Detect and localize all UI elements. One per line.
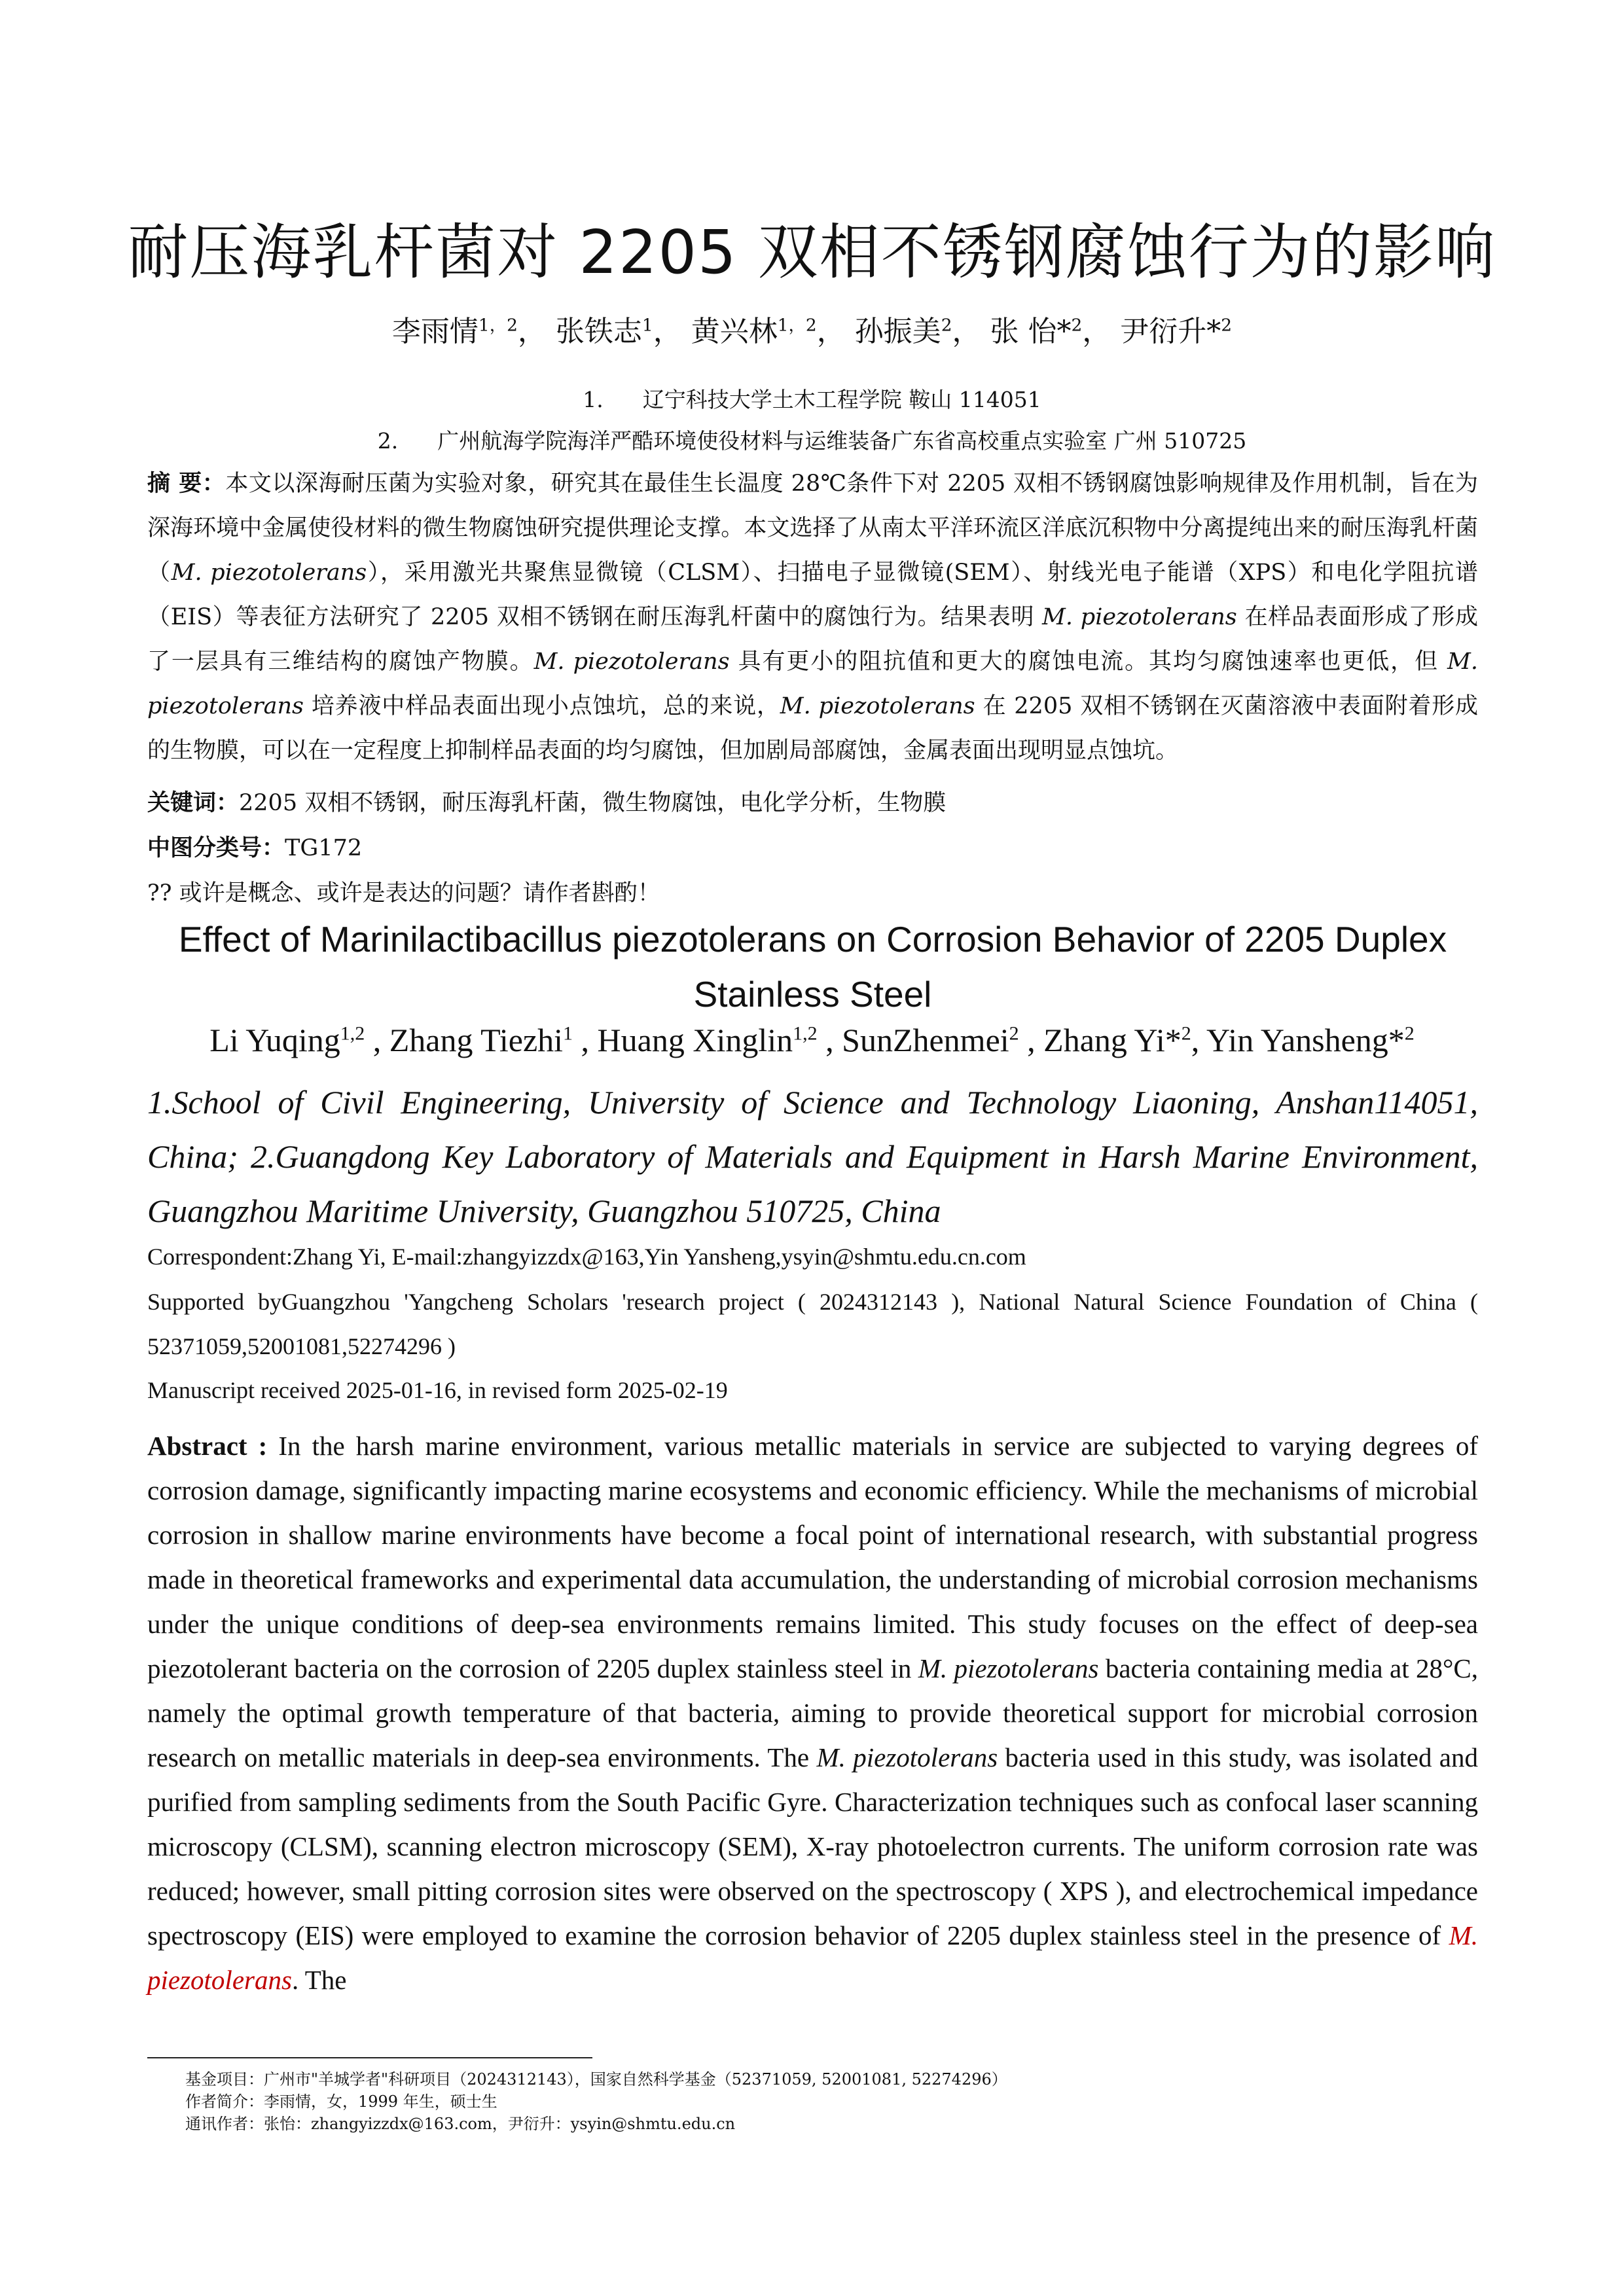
chinese-affiliation-2: 2. 广州航海学院海洋严酷环境使役材料与运维装备广东省高校重点实验室 广州 510725 xyxy=(377,428,1247,454)
english-authors xyxy=(0,1021,1624,1059)
footnote-funding: 基金项目：广州市"羊城学者"科研项目（2024312143），国家自然科学基金（52371059, 52001081, 52274296） xyxy=(185,2070,1007,2089)
editor-note: ?? 或许是概念、或许是表达的问题？请作者斟酌！ xyxy=(147,880,660,906)
manuscript-received: Manuscript received 2025-01-16, in revised form 2025-02-19 xyxy=(147,1377,728,1403)
english-title: Effect of Marinilactibacillus piezotolerans on Corrosion Behavior of 2205 Duplex Stainless Steel xyxy=(178,919,1447,1014)
author: 孙振美$^2$， xyxy=(854,315,981,348)
author: Yin Yansheng*$^2$ xyxy=(1206,1022,1415,1058)
chinese-title: 耐压海乳杆菌对 2205 双相不锈钢腐蚀行为的影响 xyxy=(128,217,1496,287)
author: Zhang Tiezhi$^1$ , xyxy=(389,1022,590,1058)
author: Huang Xinglin$^{1,2}$ , xyxy=(597,1022,834,1058)
author: 张 怡*$^2$， xyxy=(990,315,1111,348)
author: 张铁志$^1$， xyxy=(555,315,682,348)
author: SunZhenmei$^2$ , xyxy=(842,1022,1036,1058)
classification-number: 中图分类号：TG172 xyxy=(147,835,363,861)
author: Zhang Yi*$^2$, xyxy=(1043,1022,1200,1058)
footnote-corresponding: 通讯作者：张怡：zhangyizzdx@163.com，尹衍升：ysyin@shmtu.edu.cn xyxy=(185,2115,736,2133)
chinese-keywords: 关键词：2205 双相不锈钢，耐压海乳杆菌，微生物腐蚀，电化学分析，生物膜 xyxy=(147,790,947,816)
correspondent: Correspondent:Zhang Yi, E-mail:zhangyizzdx@163,Yin Yansheng,ysyin@shmtu.edu.cn.com xyxy=(147,1244,1026,1270)
funding-statement: Supported byGuangzhou 'Yangcheng Scholars 'research project ( 2024312143 ), National Natural Science Foundation of China ( 52371059,52001081,52274296 ) xyxy=(147,1289,1478,1359)
footnote-author-bio: 作者简介：李雨情，女，1999 年生，硕士生 xyxy=(185,2092,497,2111)
author: Li Yuqing$^{1,2}$ , xyxy=(209,1022,389,1058)
english-affiliations: 1.School of Civil Engineering, University of Science and Technology Liaoning, Anshan114051, China; 2.Guangdong Key Laboratory of Materials and Equipment in Harsh Marine Environment, Guangzhou Maritime University, Guangzhou 510725, China xyxy=(147,1084,1478,1229)
author: 黄兴林$^{1,2}$， xyxy=(691,315,846,348)
footnote-divider xyxy=(147,2057,592,2058)
author: 李雨情$^{1,2}$， xyxy=(391,315,547,348)
chinese-authors xyxy=(0,308,1624,350)
chinese-abstract: 摘 要：本文以深海耐压菌为实验对象，研究其在最佳生长温度 28℃条件下对 2205 双相不锈钢腐蚀影响规律及作用机制，旨在为深海环境中金属使役材料的微生物腐蚀研究提供理论支撑。本文选择了从南太平洋环流区洋底沉积物中分离提纯出来的耐压海乳杆菌（M. piezotolerans），采用激光共聚焦显微镜（CLSM）、扫描电子显微镜(SEM）、射线光电子能谱（XPS）和电化学阻抗谱（EIS）等表征方法研究了 2205 双相不锈钢在耐压海乳杆菌中的腐蚀行为。结果表明 M. piezotolerans 在样品表面形成了形成了一层具有三维结构的腐蚀产物膜。M. piezotolerans 具有更小的阻抗值和更大的腐蚀电流。其均匀腐蚀速率也更低，但 M. piezotolerans 培养液中样品表面出现小点蚀坑，总的来说，M. piezotolerans 在 2205 双相不锈钢在灭菌溶液中表面附着形成的生物膜，可以在一定程度上抑制样品表面的均匀腐蚀，但加剧局部腐蚀，金属表面出现明显点蚀坑。 xyxy=(147,471,1478,764)
author: 尹衍升*$^2$ xyxy=(1120,315,1233,348)
english-abstract: Abstract : In the harsh marine environment, various metallic materials in service are subjected to varying degrees of corrosion damage, significantly impacting marine ecosystems and economic efficiency. While the mechanisms of microbial corrosion in shallow marine environments have become a focal point of international research, with substantial progress made in theoretical frameworks and experimental data accumulation, the understanding of microbial corrosion mechanisms under the unique conditions of deep-sea environments remains limited. This study focuses on the effect of deep-sea piezotolerant bacteria on the corrosion of 2205 duplex stainless steel in M. piezotolerans bacteria containing media at 28°C, namely the optimal growth temperature of that bacteria, aiming to provide theoretical support for microbial corrosion research on metallic materials in deep-sea environments. The M. piezotolerans bacteria used in this study, was isolated and purified from sampling sediments from the South Pacific Gyre. Characterization techniques such as confocal laser scanning microscopy (CLSM), scanning electron microscopy (SEM), X-ray photoelectron currents. The uniform corrosion rate was reduced; however, small pitting corrosion sites were observed on the spectroscopy ( XPS ), and electrochemical impedance spectroscopy (EIS) were employed to examine the corrosion behavior of 2205 duplex stainless steel in the presence of M. piezotolerans. The xyxy=(147,1431,1479,1995)
chinese-affiliation-1: 1. 辽宁科技大学土木工程学院 鞍山 114051 xyxy=(583,387,1041,412)
footnotes xyxy=(185,2068,1429,2135)
